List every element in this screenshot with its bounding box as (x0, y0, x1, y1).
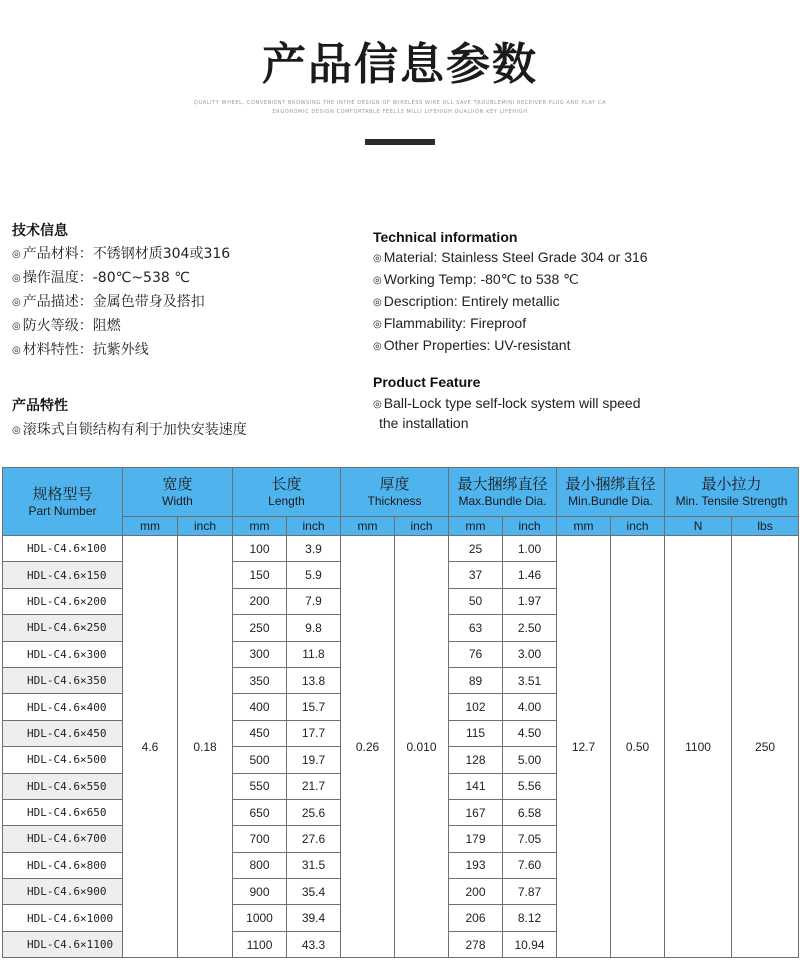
cell-max-bundle-inch: 8.12 (503, 905, 557, 931)
cell-max-bundle-inch: 3.00 (503, 641, 557, 667)
cell-length-mm: 800 (233, 852, 287, 878)
spec-table (2, 467, 799, 958)
cell-length-mm: 550 (233, 773, 287, 799)
cell-max-bundle-inch: 5.56 (503, 773, 557, 799)
feature-zh-text: 滚珠式自锁结构有利于加快安装速度 (22, 422, 247, 438)
bullet-icon: ◎ (373, 275, 382, 286)
bullet-icon: ◎ (373, 297, 382, 308)
tech-en-item (373, 315, 526, 331)
cell-max-bundle-mm: 115 (449, 720, 503, 746)
feature-en-line-1 (373, 395, 641, 411)
cell-length-inch: 25.6 (287, 799, 341, 825)
cell-max-bundle-inch: 1.00 (503, 536, 557, 562)
cell-length-inch: 11.8 (287, 641, 341, 667)
unit-n: N (665, 517, 732, 536)
cell-max-bundle-mm: 128 (449, 747, 503, 773)
cell-length-mm: 150 (233, 562, 287, 588)
cell-max-bundle-inch: 7.87 (503, 879, 557, 905)
cell-length-mm: 700 (233, 826, 287, 852)
cell-length-inch: 39.4 (287, 905, 341, 931)
cell-length-inch: 31.5 (287, 852, 341, 878)
cell-part-number: HDL-C4.6×300 (3, 641, 123, 667)
header-min-bundle: 最小捆绑直径 Min.Bundle Dia. (557, 468, 665, 517)
tech-zh-text: 产品描述：金属色带身及搭扣 (22, 294, 205, 310)
tech-en-item (373, 337, 570, 353)
bullet-icon: ◎ (12, 297, 21, 308)
unit-lbs: lbs (732, 517, 799, 536)
cell-width-inch: 0.18 (178, 536, 233, 958)
cell-length-inch: 3.9 (287, 536, 341, 562)
feature-en-heading: Product Feature (373, 374, 481, 390)
spec-table-body (3, 536, 799, 958)
cell-part-number: HDL-C4.6×550 (3, 773, 123, 799)
cell-max-bundle-inch: 4.50 (503, 720, 557, 746)
cell-length-inch: 15.7 (287, 694, 341, 720)
cell-tensile-n: 1100 (665, 536, 732, 958)
cell-part-number: HDL-C4.6×700 (3, 826, 123, 852)
unit-mm: mm (123, 517, 178, 536)
subtitle-line-2: ERGONOMIC DESIGN COMFORTABLE FEEL13 MILLI LIFEHIGH QUALIION KEY LIFEHIGH (272, 109, 528, 115)
bullet-icon: ◎ (12, 273, 21, 284)
cell-length-mm: 300 (233, 641, 287, 667)
cell-max-bundle-inch: 7.60 (503, 852, 557, 878)
bullet-icon: ◎ (12, 249, 21, 260)
tech-zh-text: 操作温度：-80℃~538 ℃ (22, 270, 190, 286)
header-length: 长度 Length (233, 468, 341, 517)
cell-length-inch: 13.8 (287, 667, 341, 693)
cell-max-bundle-mm: 25 (449, 536, 503, 562)
cell-length-inch: 7.9 (287, 588, 341, 614)
bullet-icon: ◎ (373, 319, 382, 330)
cell-max-bundle-mm: 206 (449, 905, 503, 931)
cell-length-mm: 450 (233, 720, 287, 746)
cell-part-number: HDL-C4.6×450 (3, 720, 123, 746)
cell-max-bundle-inch: 10.94 (503, 931, 557, 957)
tech-zh-heading: 技术信息 (12, 223, 68, 239)
cell-part-number: HDL-C4.6×200 (3, 588, 123, 614)
cell-part-number: HDL-C4.6×350 (3, 667, 123, 693)
cell-part-number: HDL-C4.6×900 (3, 879, 123, 905)
tech-en-text: Description: Entirely metallic (383, 293, 560, 309)
cell-part-number: HDL-C4.6×800 (3, 852, 123, 878)
cell-max-bundle-mm: 76 (449, 641, 503, 667)
tech-zh-item (12, 243, 230, 263)
unit-inch: inch (287, 517, 341, 536)
header-max-bundle: 最大捆绑直径 Max.Bundle Dia. (449, 468, 557, 517)
unit-inch: inch (178, 517, 233, 536)
cell-max-bundle-mm: 141 (449, 773, 503, 799)
tech-en-item (373, 271, 579, 288)
cell-part-number: HDL-C4.6×250 (3, 615, 123, 641)
cell-length-inch: 27.6 (287, 826, 341, 852)
bullet-icon: ◎ (12, 425, 21, 436)
cell-length-mm: 1000 (233, 905, 287, 931)
unit-inch: inch (395, 517, 449, 536)
header-thickness: 厚度 Thickness (341, 468, 449, 517)
subtitle-line-1: QUALITY WHEEL, CONVENIENT BROWSING THE INTHE DESIGN OF WIRELESS WIRE OLL SAVE TROUBLEMINI RECEIVER PLUG AND PLAY CA (193, 100, 607, 106)
cell-part-number: HDL-C4.6×1000 (3, 905, 123, 931)
cell-length-mm: 1100 (233, 931, 287, 957)
cell-length-inch: 21.7 (287, 773, 341, 799)
unit-mm: mm (341, 517, 395, 536)
tech-zh-item (12, 315, 121, 335)
cell-part-number: HDL-C4.6×400 (3, 694, 123, 720)
title-divider (365, 139, 435, 145)
feature-en-text-1: Ball-Lock type self-lock system will speed (383, 395, 641, 411)
cell-max-bundle-inch: 6.58 (503, 799, 557, 825)
cell-max-bundle-mm: 278 (449, 931, 503, 957)
cell-min-bundle-inch: 0.50 (611, 536, 665, 958)
unit-mm: mm (557, 517, 611, 536)
cell-part-number: HDL-C4.6×1100 (3, 931, 123, 957)
cell-max-bundle-inch: 7.05 (503, 826, 557, 852)
cell-length-mm: 400 (233, 694, 287, 720)
cell-part-number: HDL-C4.6×150 (3, 562, 123, 588)
cell-max-bundle-mm: 37 (449, 562, 503, 588)
bullet-icon: ◎ (373, 399, 382, 410)
feature-zh-item (12, 419, 247, 439)
header-width: 宽度 Width (123, 468, 233, 517)
cell-length-mm: 500 (233, 747, 287, 773)
cell-max-bundle-inch: 5.00 (503, 747, 557, 773)
tech-en-item (373, 293, 560, 309)
cell-max-bundle-mm: 167 (449, 799, 503, 825)
tech-zh-text: 材料特性：抗紫外线 (22, 342, 149, 358)
tech-en-text: Material: Stainless Steel Grade 304 or 316 (383, 249, 648, 265)
cell-length-inch: 19.7 (287, 747, 341, 773)
tech-zh-item (12, 339, 149, 359)
cell-width-mm: 4.6 (123, 536, 178, 958)
tech-zh-item (12, 291, 205, 311)
tech-zh-text: 防火等级：阻燃 (22, 318, 121, 334)
cell-max-bundle-mm: 200 (449, 879, 503, 905)
header-tensile: 最小拉力 Min. Tensile Strength (665, 468, 799, 517)
page-title: 产品信息参数 (262, 39, 538, 90)
cell-max-bundle-mm: 193 (449, 852, 503, 878)
cell-tensile-lbs: 250 (732, 536, 799, 958)
tech-en-text: Flammability: Fireproof (383, 315, 527, 331)
tech-zh-item (12, 267, 190, 287)
cell-part-number: HDL-C4.6×500 (3, 747, 123, 773)
cell-max-bundle-inch: 1.97 (503, 588, 557, 614)
feature-en-line-2: the installation (379, 415, 469, 431)
cell-length-mm: 900 (233, 879, 287, 905)
table-row (3, 536, 799, 562)
tech-en-item (373, 249, 648, 265)
tech-en-heading: Technical information (373, 229, 518, 245)
cell-max-bundle-inch: 4.00 (503, 694, 557, 720)
cell-part-number: HDL-C4.6×100 (3, 536, 123, 562)
tech-en-text: Other Properties: UV-resistant (383, 337, 571, 353)
unit-mm: mm (233, 517, 287, 536)
cell-max-bundle-inch: 1.46 (503, 562, 557, 588)
cell-length-mm: 200 (233, 588, 287, 614)
cell-thickness-mm: 0.26 (341, 536, 395, 958)
cell-max-bundle-mm: 102 (449, 694, 503, 720)
cell-length-inch: 43.3 (287, 931, 341, 957)
cell-thickness-inch: 0.010 (395, 536, 449, 958)
cell-length-inch: 5.9 (287, 562, 341, 588)
feature-zh-heading: 产品特性 (12, 398, 68, 414)
cell-length-mm: 250 (233, 615, 287, 641)
cell-part-number: HDL-C4.6×650 (3, 799, 123, 825)
cell-length-inch: 17.7 (287, 720, 341, 746)
unit-inch: inch (503, 517, 557, 536)
cell-length-mm: 100 (233, 536, 287, 562)
bullet-icon: ◎ (12, 345, 21, 356)
cell-length-inch: 35.4 (287, 879, 341, 905)
cell-length-mm: 350 (233, 667, 287, 693)
unit-mm: mm (449, 517, 503, 536)
unit-inch: inch (611, 517, 665, 536)
cell-max-bundle-inch: 2.50 (503, 615, 557, 641)
cell-max-bundle-inch: 3.51 (503, 667, 557, 693)
cell-min-bundle-mm: 12.7 (557, 536, 611, 958)
bullet-icon: ◎ (373, 253, 382, 264)
cell-max-bundle-mm: 50 (449, 588, 503, 614)
bullet-icon: ◎ (12, 321, 21, 332)
cell-length-mm: 650 (233, 799, 287, 825)
cell-max-bundle-mm: 179 (449, 826, 503, 852)
tech-zh-text: 产品材料：不锈钢材质304或316 (22, 246, 231, 262)
tech-en-text: Working Temp: -80℃ to 538 ℃ (383, 271, 579, 287)
cell-max-bundle-mm: 63 (449, 615, 503, 641)
cell-max-bundle-mm: 89 (449, 667, 503, 693)
bullet-icon: ◎ (373, 341, 382, 352)
cell-length-inch: 9.8 (287, 615, 341, 641)
header-part-number: 规格型号 Part Number (3, 468, 123, 536)
